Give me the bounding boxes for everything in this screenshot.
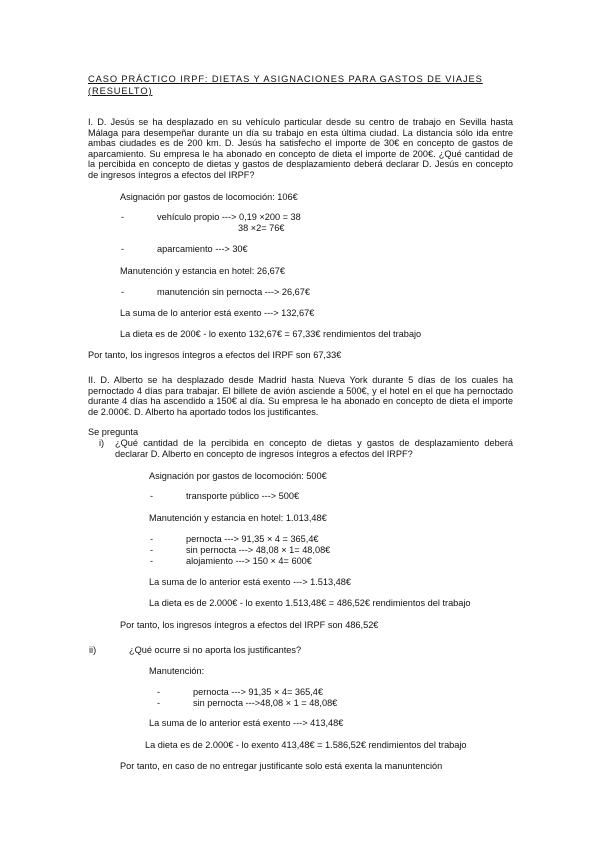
question-2-conclusion: Por tanto, en caso de no entregar justificante solo está exenta la manuntención — [120, 761, 443, 771]
case-2-manutencion: Manutención y estancia en hotel: 1.013,48€ — [149, 513, 327, 523]
case-1-aparcamiento: aparcamiento ---> 30€ — [157, 244, 248, 254]
case-1-statement: I. D. Jesús se ha desplazado en su vehículo particular desde su centro de trabajo en Sevilla hasta Málaga para desempeñar durante un día su trabajo en esta última ciudad. La distancia sólo ida entre ambas ciudades es de 200 km. D. Jesús ha satisfecho el importe de 30€ en concepto de gastos de aparcamiento. Su empresa le ha abonado en concepto de dieta el importe de 200€. ¿Qué cantidad de la percibida en concepto de dietas y gastos de desplazamiento deberá declarar D. Jesús en concepto de ingresos íntegros a efectos del IRPF? — [88, 117, 513, 180]
question-2-dieta: La dieta es de 2.000€ - lo exento 413,48€ = 1.586,52€ rendimientos del trabajo — [145, 740, 467, 750]
case-2-alojamiento: alojamiento ---> 150 × 4= 600€ — [186, 556, 312, 566]
case-2-sin-pernocta: sin pernocta ---> 48,08 × 1= 48,08€ — [186, 545, 331, 555]
case-2-asignacion: Asignación por gastos de locomoción: 500€ — [149, 471, 327, 481]
case-1-conclusion: Por tanto, los ingresos íntegros a efectos del IRPF son 67,33€ — [88, 350, 342, 360]
question-2-suma: La suma de lo anterior está exento ---> 413,48€ — [149, 718, 344, 728]
bullet-dash: - — [150, 534, 154, 544]
case-2-suma: La suma de lo anterior está exento ---> 1.513,48€ — [149, 577, 351, 587]
case-2-transporte: transporte público ---> 500€ — [186, 491, 300, 501]
case-1-suma: La suma de lo anterior está exento ---> 132,67€ — [120, 308, 315, 318]
bullet-dash: - — [157, 687, 161, 697]
bullet-dash: - — [150, 556, 154, 566]
bullet-dash: - — [150, 491, 154, 501]
case-2-pernocta: pernocta ---> 91,35 × 4 = 365,4€ — [186, 534, 319, 544]
case-1-sin-pernocta: manutención sin pernocta ---> 26,67€ — [157, 287, 310, 297]
bullet-dash: - — [121, 212, 125, 222]
question-2-number: ii) — [89, 645, 97, 655]
case-1-asignacion: Asignación por gastos de locomoción: 106€ — [120, 192, 298, 202]
case-1-dieta: La dieta es de 200€ - lo exento 132,67€ = 67,33€ rendimientos del trabajo — [120, 329, 422, 339]
question-2-pernocta: pernocta ---> 91,35 × 4= 365,4€ — [193, 687, 323, 697]
case-2-dieta: La dieta es de 2.000€ - lo exento 1.513,48€ = 486,52€ rendimientos del trabajo — [149, 598, 471, 608]
case-1-manutencion: Manutención y estancia en hotel: 26,67€ — [120, 266, 285, 276]
bullet-dash: - — [121, 244, 125, 254]
case-2-statement: II. D. Alberto se ha desplazado desde Madrid hasta Nueva York durante 5 días de los cuales ha pernoctado 4 días para trabajar. El billete de avión asciende a 500€, y el hotel en el que ha pernoctado durante 4 días ha ascendido a 150€ al día. Su empresa le ha abonado en concepto de dieta el importe de 2.000€. D. Alberto ha aportado todos los justificantes. — [88, 375, 513, 417]
question-1-text: ¿Qué cantidad de la percibida en concepto de dietas y gastos de desplazamiento deberá declarar D. Alberto en concepto de ingresos íntegros a efectos del IRPF? — [115, 438, 513, 459]
case-1-vehiculo: vehículo propio ---> 0,19 ×200 = 38 — [157, 212, 301, 222]
question-2-text: ¿Qué ocurre si no aporta los justificantes? — [129, 645, 302, 655]
question-2-sin-pernocta: sin pernocta --->48,08 × 1 = 48,08€ — [193, 698, 338, 708]
case-2-conclusion: Por tanto, los ingresos íntegros a efectos del IRPF son 486,52€ — [120, 620, 379, 630]
case-2-se-pregunta: Se pregunta — [88, 427, 139, 437]
question-1-number: i) — [99, 438, 105, 448]
bullet-dash: - — [150, 545, 154, 555]
document-title: CASO PRÁCTICO IRPF: DIETAS Y ASIGNACIONES PARA GASTOS DE VIAJES — [88, 74, 483, 84]
question-2-manutencion: Manutención: — [149, 666, 205, 676]
bullet-dash: - — [157, 698, 161, 708]
document-title-status: (RESUELTO) — [88, 86, 153, 96]
case-1-vehiculo-total: 38 ×2= 76€ — [238, 223, 285, 233]
bullet-dash: - — [121, 287, 125, 297]
